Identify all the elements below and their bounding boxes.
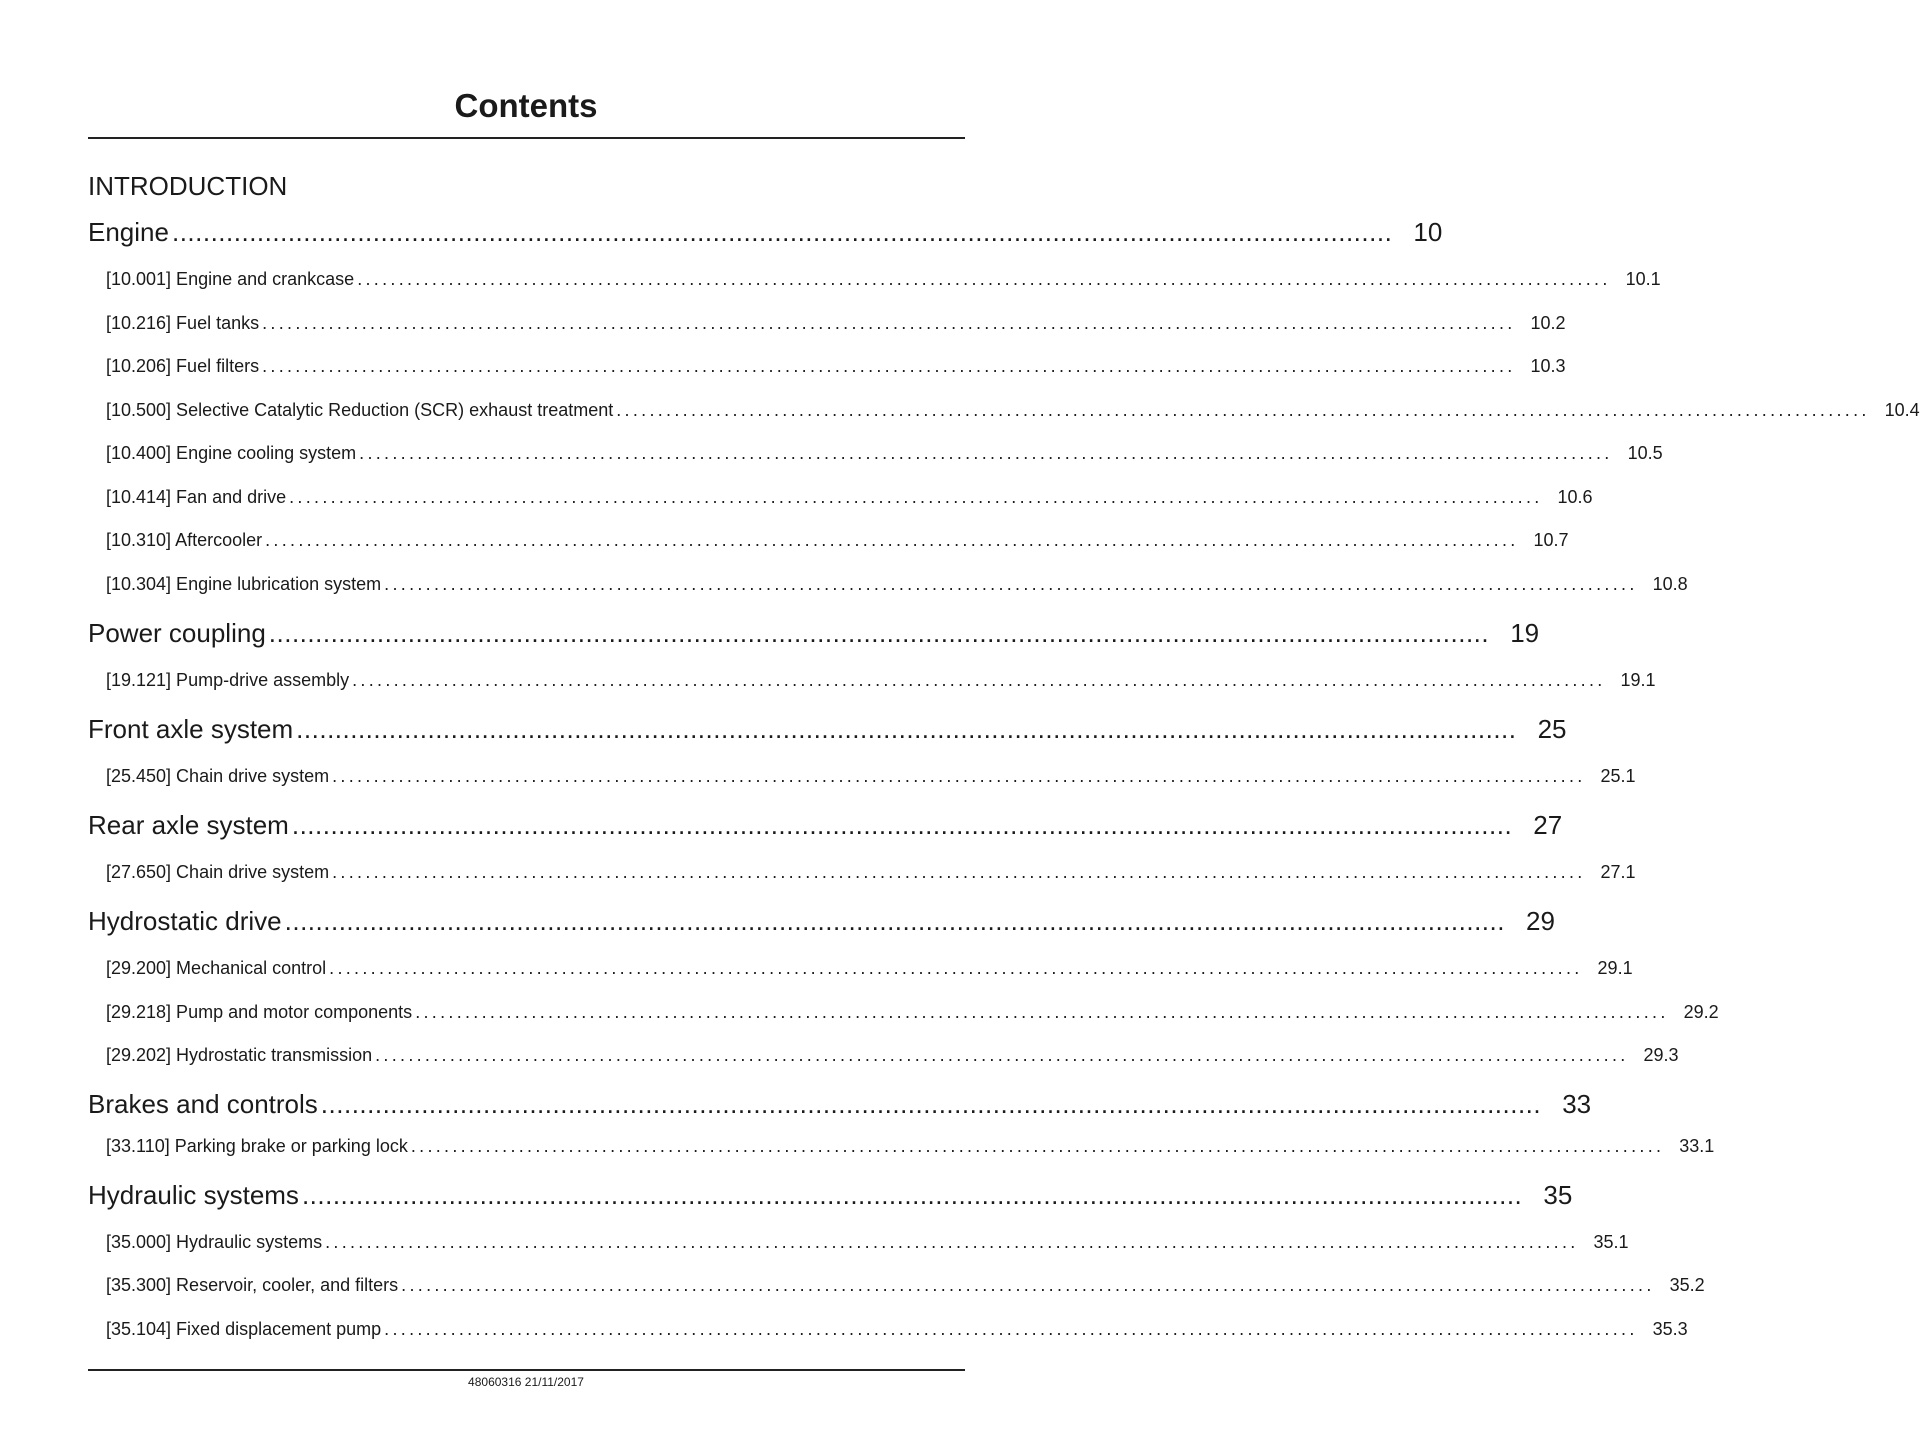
section-page: 35.3 [1652,1319,1688,1339]
footer-rule [88,1369,965,1371]
section-label: [33.110] Parking brake or parking lock [106,1136,408,1156]
toc-chapter-rear-axle-system[interactable] [88,809,1563,841]
section-page: 35.1 [1593,1232,1629,1252]
chapter-label: Hydraulic systems [88,1180,299,1210]
toc-section[interactable] [106,268,1661,290]
section-label: [19.121] Pump-drive assembly [106,670,350,690]
section-page: 10.3 [1530,356,1566,376]
chapter-label: Hydrostatic drive [88,906,282,936]
section-label: [35.000] Hydraulic systems [106,1232,323,1252]
section-label: [10.310] Aftercooler [106,530,263,550]
section-label: [10.216] Fuel tanks [106,313,260,333]
chapter-page: 35 [1543,1180,1573,1210]
dot-leader: ....................................................................................................................................................... [325,1232,1579,1252]
chapter-label: Engine [88,217,169,247]
section-page: 29.1 [1597,958,1633,978]
chapter-label: Rear axle system [88,810,289,840]
toc-section[interactable] [106,442,1663,464]
toc-section[interactable] [106,1135,1715,1157]
dot-leader: ....................................................................................................................................................... [332,766,1586,786]
dot-leader: ....................................................................................................................................................... [384,574,1638,594]
section-page: 10.8 [1652,574,1688,594]
toc-section[interactable] [106,312,1566,334]
toc-section[interactable] [106,486,1593,508]
section-label: [35.300] Reservoir, cooler, and filters [106,1275,399,1295]
toc-section[interactable] [106,399,1920,421]
section-page: 10.6 [1557,487,1593,507]
toc-section[interactable] [106,765,1636,787]
toc-chapter-hydrostatic-drive[interactable] [88,905,1555,937]
toc-chapter-front-axle-system[interactable] [88,713,1567,745]
chapter-label: Power coupling [88,618,266,648]
section-page: 19.1 [1620,670,1656,690]
section-label: [29.202] Hydrostatic transmission [106,1045,373,1065]
section-page: 29.2 [1683,1002,1719,1022]
dot-leader: ....................................................................................................................................................... [401,1275,1655,1295]
toc-section[interactable] [106,957,1633,979]
footer-text: 48060316 21/11/2017 [468,1375,584,1389]
chapter-page: 27 [1533,810,1563,840]
toc-section[interactable] [106,861,1636,883]
dot-leader: .............................................................................................................................................................. [284,906,1505,936]
section-label: [10.001] Engine and crankcase [106,269,355,289]
dot-leader: ....................................................................................................................................................... [329,958,1583,978]
toc-section[interactable] [106,573,1688,595]
section-page: 33.1 [1679,1136,1715,1156]
page-title: Contents [454,87,598,124]
chapter-page: 19 [1510,618,1540,648]
section-label: [10.414] Fan and drive [106,487,287,507]
toc-section[interactable] [106,1274,1705,1296]
chapter-label: Front axle system [88,714,294,744]
section-page: 29.3 [1643,1045,1679,1065]
dot-leader: .............................................................................................................................................................. [268,618,1490,648]
toc-section[interactable] [106,1318,1688,1340]
dot-leader: ....................................................................................................................................................... [616,400,1870,420]
dot-leader: ....................................................................................................................................................... [262,356,1516,376]
section-label: [10.206] Fuel filters [106,356,260,376]
toc-section[interactable] [106,355,1566,377]
toc-section[interactable] [106,1001,1719,1023]
section-page: 10.2 [1530,313,1566,333]
section-label: [25.450] Chain drive system [106,766,330,786]
dot-leader: ....................................................................................................................................................... [357,269,1611,289]
dot-leader: .............................................................................................................................................................. [301,1180,1523,1210]
dot-leader: ....................................................................................................................................................... [375,1045,1629,1065]
section-label: [27.650] Chain drive system [106,862,330,882]
section-page: 10.1 [1625,269,1661,289]
section-page: 10.5 [1627,443,1663,463]
section-label: [35.104] Fixed displacement pump [106,1319,382,1339]
section-label: [10.500] Selective Catalytic Reduction (SCR) exhaust treatment [106,400,614,420]
section-page: 10.7 [1533,530,1569,550]
dot-leader: ....................................................................................................................................................... [332,862,1586,882]
section-page: 35.2 [1669,1275,1705,1295]
toc-chapter-power-coupling[interactable] [88,617,1540,649]
toc-chapter-hydraulic-systems[interactable] [88,1179,1573,1211]
dot-leader: ....................................................................................................................................................... [415,1002,1669,1022]
dot-leader: .............................................................................................................................................................. [291,810,1513,840]
toc-section[interactable] [106,529,1569,551]
dot-leader: ....................................................................................................................................................... [384,1319,1638,1339]
toc-section[interactable] [106,1044,1679,1066]
dot-leader: ....................................................................................................................................................... [262,313,1516,333]
section-page: 27.1 [1600,862,1636,882]
title-rule [88,137,965,139]
dot-leader: .............................................................................................................................................................. [171,217,1393,247]
chapter-label: Brakes and controls [88,1089,318,1119]
dot-leader: ....................................................................................................................................................... [265,530,1519,550]
section-page: 25.1 [1600,766,1636,786]
chapter-page: 10 [1413,217,1443,247]
chapter-page: 25 [1537,714,1567,744]
section-label: [29.200] Mechanical control [106,958,327,978]
dot-leader: .............................................................................................................................................................. [296,714,1517,744]
section-label: [10.400] Engine cooling system [106,443,357,463]
section-label: [29.218] Pump and motor components [106,1002,413,1022]
chapter-page: 29 [1526,906,1555,936]
dot-leader: ....................................................................................................................................................... [359,443,1613,463]
section-page: 10.4 [1884,400,1920,420]
section-label: [10.304] Engine lubrication system [106,574,382,594]
toc-section[interactable] [106,1231,1629,1253]
intro-heading: INTRODUCTION [88,171,288,201]
toc-section[interactable] [106,669,1656,691]
toc-chapter-brakes-and-controls[interactable] [88,1088,1592,1120]
dot-leader: ....................................................................................................................................................... [410,1136,1665,1156]
dot-leader: ....................................................................................................................................................... [352,670,1606,690]
chapter-page: 33 [1562,1089,1592,1119]
dot-leader: .............................................................................................................................................................. [320,1089,1542,1119]
toc-chapter-engine[interactable] [88,216,1443,248]
dot-leader: ....................................................................................................................................................... [289,487,1543,507]
